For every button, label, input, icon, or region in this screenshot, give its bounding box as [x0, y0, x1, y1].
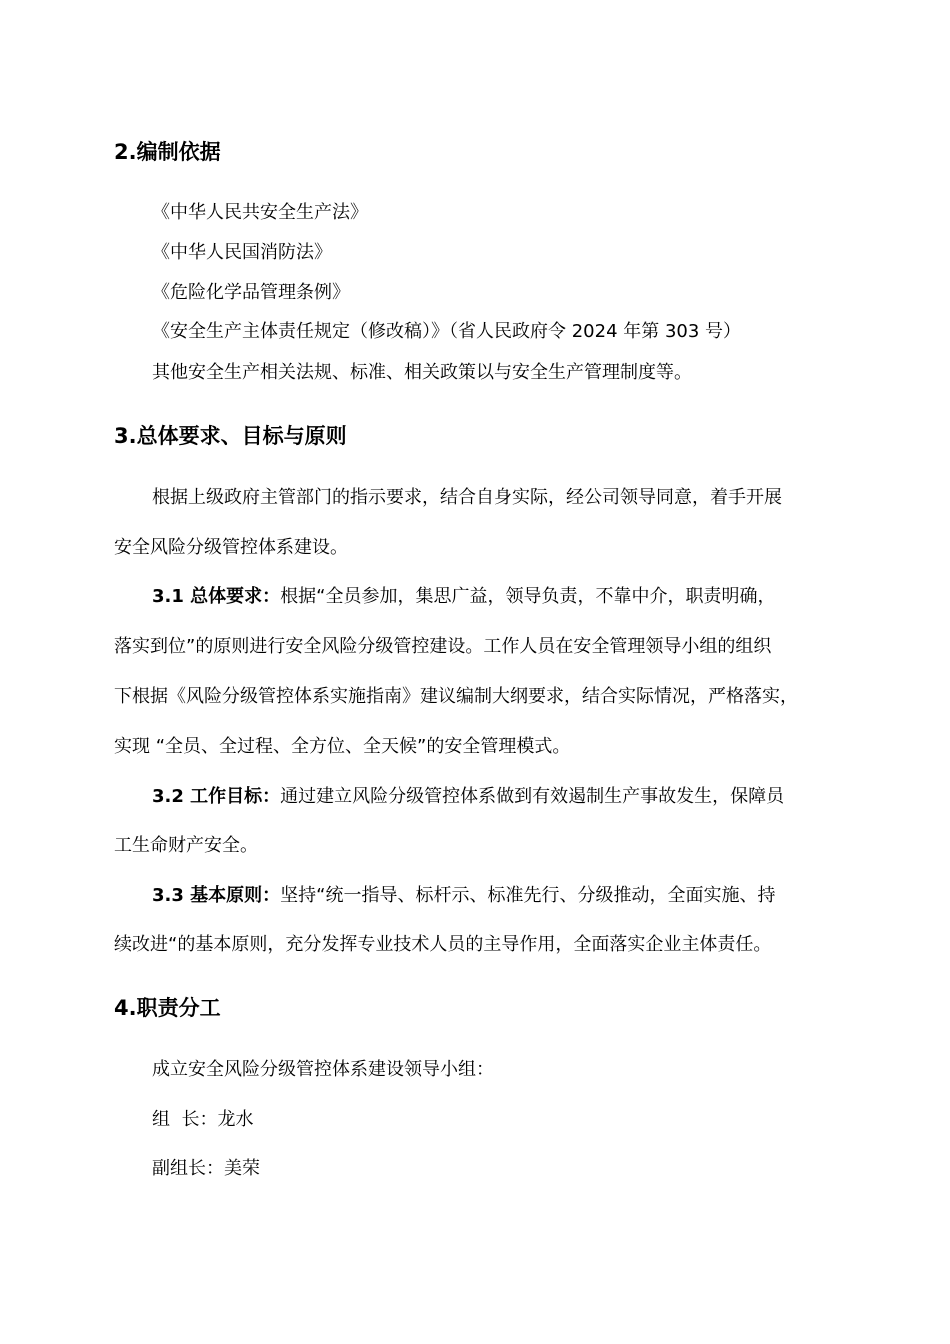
- deputy-leader-line: 副组长：美荣: [152, 1158, 260, 1179]
- paragraph-line: 续改进“的基本原则，充分发挥专业技术人员的主导作用，全面落实企业主体责任。: [114, 934, 772, 955]
- paragraph-line: 工生命财产安全。: [114, 835, 258, 856]
- paragraph-line: 下根据《风险分级管控体系实施指南》建议编制大纲要求，结合实际情况，严格落实，: [114, 686, 798, 707]
- principle-paragraph-line: [152, 884, 775, 908]
- principle-text: 坚持“统一指导、标杆示、标准先行、分级推动，全面实施、持: [280, 885, 776, 906]
- leader-line: 组 长：龙水: [152, 1109, 254, 1130]
- paragraph-line: 落实到位”的原则进行安全风险分级管控建设。工作人员在安全管理领导小组的组织: [114, 636, 772, 657]
- reference-item: 《中华人民共安全生产法》: [152, 202, 368, 223]
- section-4-heading: 4.职责分工: [114, 996, 221, 1020]
- paragraph-line: 安全风险分级管控体系建设。: [114, 537, 348, 558]
- reference-item: 《安全生产主体责任规定（修改稿）》（省人民政府令 2024 年第 303 号）: [152, 321, 742, 342]
- paragraph-line: 成立安全风险分级管控体系建设领导小组：: [152, 1059, 494, 1080]
- principle-label: 3.3 基本原则：: [152, 885, 281, 906]
- requirement-label: 3.1 总体要求：: [152, 586, 281, 607]
- paragraph-line: 根据上级政府主管部门的指示要求，结合自身实际，经公司领导同意，着手开展: [152, 487, 782, 508]
- reference-item: 其他安全生产相关法规、标准、相关政策以与安全生产管理制度等。: [152, 362, 692, 383]
- reference-item: 《中华人民国消防法》: [152, 242, 332, 263]
- goal-paragraph-line: [152, 785, 784, 809]
- goal-label: 3.2 工作目标：: [152, 786, 281, 807]
- section-2-heading: 2.编制依据: [114, 140, 221, 164]
- reference-item: 《危险化学品管理条例》: [152, 282, 350, 303]
- section-3-heading: 3.总体要求、目标与原则: [114, 424, 347, 448]
- goal-text: 通过建立风险分级管控体系做到有效遏制生产事故发生，保障员: [280, 786, 785, 807]
- requirement-paragraph-line: [152, 585, 775, 609]
- paragraph-line: 实现 “全员、全过程、全方位、全天候”的安全管理模式。: [114, 736, 571, 757]
- requirement-text: 根据“全员参加，集思广益，领导负责，不靠中介，职责明确，: [280, 586, 776, 607]
